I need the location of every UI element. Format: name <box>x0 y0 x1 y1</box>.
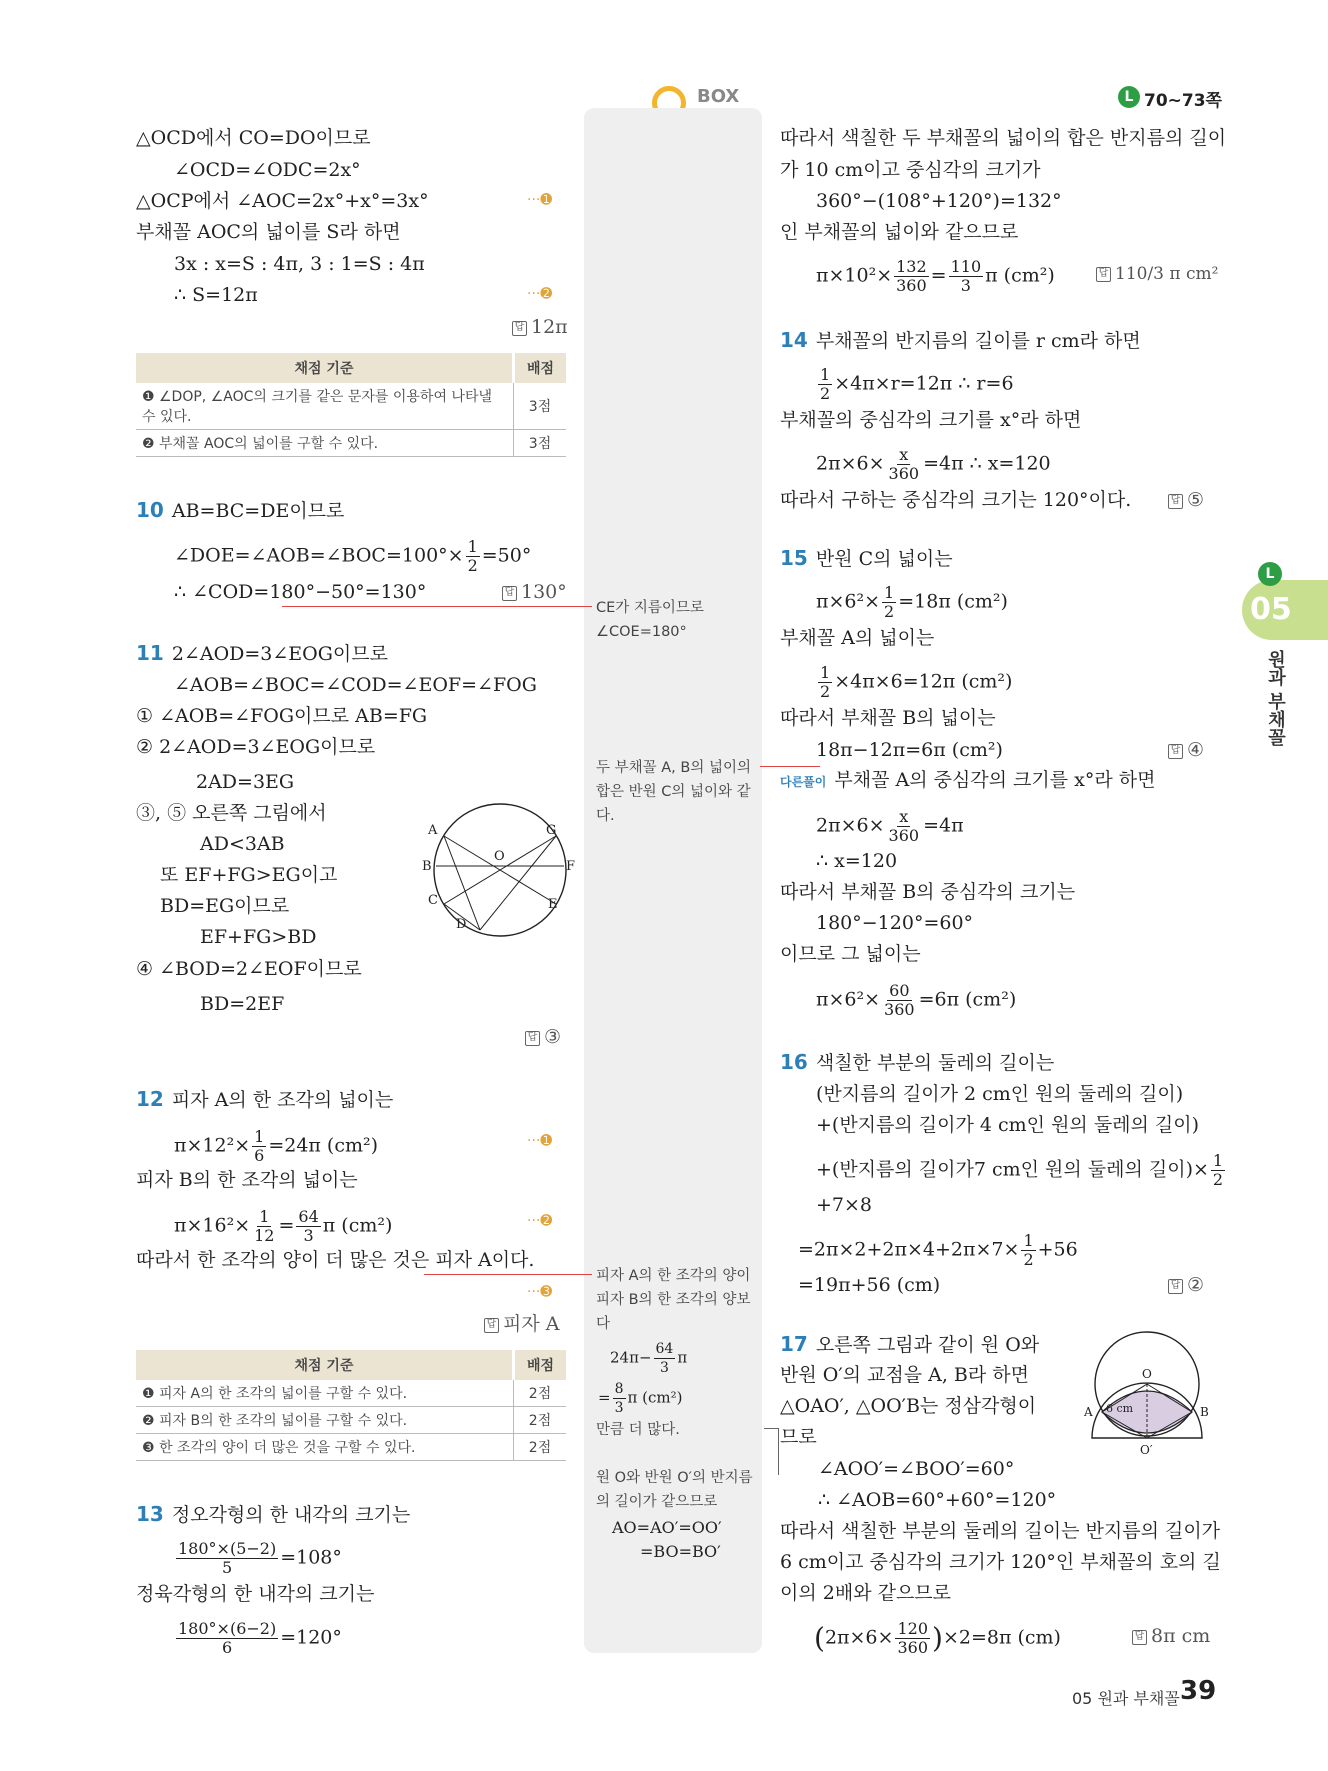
q17-line: 반원 O′의 교점을 A, B라 하면 <box>780 1364 1029 1386</box>
q12-line: 피자 B의 한 조각의 넓이는 <box>136 1169 358 1191</box>
q14-line: 따라서 구하는 중심각의 크기는 120°이다. <box>780 489 1132 511</box>
left-line: △OCP에서 ∠AOC=2x°+x°=3x° <box>136 190 429 212</box>
q11: 11 2∠AOD=3∠EOG이므로 <box>136 641 388 665</box>
q11-line: BD=2EF <box>200 993 285 1015</box>
step-marker-icon: ···➊ <box>527 192 553 208</box>
box-note: CE가 지름이므로 ∠COE=180° <box>596 600 704 640</box>
answer: 답 12π <box>512 315 568 339</box>
fig-label: B <box>1200 1405 1209 1419</box>
answer-mark-icon: 답 <box>502 586 517 601</box>
answer-mark-icon: 답 <box>1168 494 1183 509</box>
page-ref: 70~73쪽 <box>1144 91 1222 111</box>
q15-line: 18π−12π=6π (cm²) <box>816 739 1003 761</box>
q15-line: 따라서 부채꼴 B의 넓이는 <box>780 707 996 729</box>
q13-line: $\frac{180^\circ\times(6-2)}{6}$ =120° <box>178 1619 342 1657</box>
circle-figure <box>420 800 580 940</box>
q11-line: AD<3AB <box>200 833 285 855</box>
q11-line: ① ∠AOB=∠FOG이므로 AB=FG <box>136 705 428 727</box>
box-note: =BO=BO′ <box>640 1542 721 1561</box>
table-row: ❸ 한 조각의 양이 더 많은 것을 구할 수 있다. 2점 <box>136 1434 566 1461</box>
step-marker-icon: ···➌ <box>527 1284 553 1300</box>
q17: 17 오른쪽 그림과 같이 원 O와 <box>780 1332 1040 1356</box>
alt-line: 2π×6× $\frac{x}{360}$ =4π <box>816 807 964 845</box>
fig-label: F <box>566 859 576 874</box>
table-header: 채점 기준 <box>136 353 514 383</box>
alt-solution: 다른풀이 부채꼴 A의 중심각의 크기를 x°라 하면 <box>780 769 1156 791</box>
q11-line: 또 EF+FG>EG이고 <box>160 864 338 886</box>
answer-mark-icon: 답 <box>484 1318 499 1333</box>
box-note: 만큼 더 많다. <box>596 1422 680 1438</box>
q16-line: +7×8 <box>816 1194 873 1216</box>
q16-line: +(반지름의 길이가 4 cm인 원의 둘레의 길이) <box>816 1114 1200 1136</box>
answer: 답 ② <box>1168 1273 1204 1297</box>
answer: 답 110/3 π cm² <box>1096 262 1218 286</box>
q17-line: 6 cm이고 중심각의 크기가 120°인 부채꼴의 호의 길 <box>780 1551 1221 1573</box>
answer-mark-icon: 답 <box>1096 267 1111 282</box>
fig-label: G <box>546 823 557 838</box>
q11-line: ② 2∠AOD=3∠EOG이므로 <box>136 736 376 758</box>
q12-line: 따라서 한 조각의 양이 더 많은 것은 피자 A이다. <box>136 1249 535 1271</box>
q17-line: 이의 2배와 같으므로 <box>780 1582 951 1604</box>
q16: 16 색칠한 부분의 둘레의 길이는 <box>780 1050 1055 1074</box>
q16-line: =2π×2+2π×4+2π×7× $\frac{1}{2}$ +56 <box>798 1231 1078 1269</box>
alt-line: 이므로 그 넓이는 <box>780 943 921 965</box>
fig-label: C <box>428 893 438 908</box>
box-note: 원 O와 반원 O′의 반지름의 길이가 같으므로 <box>596 1470 753 1510</box>
answer: 답 130° <box>502 580 567 604</box>
q12-line: π×16²× $\frac{1}{12}$ = $\frac{64}{3}$ π (cm²) <box>174 1207 393 1245</box>
alt-tag: 다른풀이 <box>780 775 827 789</box>
table-header: 배점 <box>514 1350 567 1380</box>
q16-line: +(반지름의 길이가7 cm인 원의 둘레의 길이)× $\frac{1}{2}$ <box>816 1151 1224 1189</box>
q15-line: $\frac{1}{2}$ ×4π×6=12π (cm²) <box>820 663 1013 701</box>
box-expression: = $\frac{8}{3}$ π (cm²) <box>598 1381 683 1416</box>
answer-mark-icon: 답 <box>525 1031 540 1046</box>
box-note: 두 부채꼴 A, B의 넓이의 합은 반원 C의 넓이와 같다. <box>596 760 751 824</box>
fig-label: B <box>422 859 432 874</box>
q11-line: 2AD=3EG <box>196 771 295 793</box>
right-line: 가 10 cm이고 중심각의 크기가 <box>780 159 1041 181</box>
connector-line <box>764 1428 779 1475</box>
l-badge-text: L <box>1124 89 1134 105</box>
left-line: 3x : x=S : 4π, 3 : 1=S : 4π <box>174 253 425 275</box>
l-badge-icon <box>1118 86 1140 108</box>
q15: 15 반원 C의 넓이는 <box>780 546 953 570</box>
box-label: BOX <box>697 86 740 107</box>
table-header: 배점 <box>514 353 567 383</box>
q13-line: $\frac{180^\circ\times(5-2)}{5}$ =108° <box>178 1539 342 1577</box>
q15-line: 부채꼴 A의 넓이는 <box>780 627 935 649</box>
q15-line: π×6²× $\frac{1}{2}$ =18π (cm²) <box>816 583 1008 621</box>
q17-line: ∠AOO′=∠BOO′=60° <box>818 1458 1015 1480</box>
answer: 답 8π cm <box>1132 1624 1210 1648</box>
q11-line: EF+FG>BD <box>200 926 317 948</box>
answer: 답 피자 A <box>484 1312 559 1336</box>
box-note: AO=AO′=OO′ <box>612 1518 722 1537</box>
fig-label: 6 cm <box>1106 1402 1134 1415</box>
answer-mark-icon: 답 <box>512 321 527 336</box>
table-row: ❷ 피자 B의 한 조각의 넓이를 구할 수 있다. 2점 <box>136 1407 566 1434</box>
right-line: 인 부채꼴의 넓이와 같으므로 <box>780 221 1019 243</box>
q10: 10 AB=BC=DE이므로 <box>136 498 345 522</box>
fig-label: O <box>494 849 505 864</box>
q14: 14 부채꼴의 반지름의 길이를 r cm라 하면 <box>780 328 1141 352</box>
footer-chapter: 05 원과 부채꼴 <box>1072 1689 1180 1708</box>
q17-line: 따라서 색칠한 부분의 둘레의 길이는 반지름의 길이가 <box>780 1520 1221 1542</box>
q16-line: (반지름의 길이가 2 cm인 원의 둘레의 길이) <box>816 1083 1184 1105</box>
right-line: 360°−(108°+120°)=132° <box>816 190 1062 212</box>
table-row: ❶ ∠DOP, ∠AOC의 크기를 같은 문자를 이용하여 나타낼 수 있다. 3점 <box>136 383 566 430</box>
alt-line: ∴ x=120 <box>816 850 898 872</box>
left-line: ∴ S=12π <box>174 284 258 306</box>
step-marker-icon: ···➊ <box>527 1133 553 1149</box>
right-line: π×10²× $\frac{132}{360}$ = $\frac{110}{3}$ π (cm²) <box>816 257 1055 295</box>
fig-label: A <box>1084 1405 1093 1419</box>
table-header: 채점 기준 <box>136 1350 514 1380</box>
right-line: 따라서 색칠한 두 부채꼴의 넓이의 합은 반지름의 길이 <box>780 127 1227 149</box>
connector-line <box>760 766 820 767</box>
connector-line <box>282 606 592 607</box>
q17-line: ∴ ∠AOB=60°+60°=120° <box>818 1489 1057 1511</box>
q14-line: $\frac{1}{2}$ ×4π×r=12π ∴ r=6 <box>820 365 1014 403</box>
fig-label: O <box>1142 1367 1152 1381</box>
answer: 답 ③ <box>525 1025 561 1049</box>
chapter-number: 05 <box>1250 592 1292 627</box>
box-note: 피자 A의 한 조각의 양이 피자 B의 한 조각의 양보다 <box>596 1268 751 1332</box>
alt-line: 따라서 부채꼴 B의 중심각의 크기는 <box>780 881 1076 903</box>
table-row: ❷ 부채꼴 AOC의 넓이를 구할 수 있다. 3점 <box>136 430 566 457</box>
q12-line: π×12²× $\frac{1}{6}$ =24π (cm²) <box>174 1127 379 1165</box>
q13: 13 정오각형의 한 내각의 크기는 <box>136 1502 411 1526</box>
step-marker-icon: ···➋ <box>527 1213 553 1229</box>
answer: 답 ④ <box>1168 738 1204 762</box>
q13-line: 정육각형의 한 내각의 크기는 <box>136 1583 375 1605</box>
left-line: △OCD에서 CO=DO이므로 <box>136 127 371 149</box>
scoring-table <box>136 353 566 457</box>
semicircle-figure <box>1082 1330 1212 1460</box>
q14-line: 2π×6× $\frac{x}{360}$ =4π ∴ x=120 <box>816 445 1051 483</box>
connector-line <box>424 1274 592 1275</box>
q10-line: ∴ ∠COD=180°−50°=130° <box>174 581 427 603</box>
answer-mark-icon: 답 <box>1168 744 1183 759</box>
q11-line: BD=EG이므로 <box>160 895 290 917</box>
fig-label: A <box>428 823 438 838</box>
step-marker-icon: ···➋ <box>527 286 553 302</box>
left-line: ∠OCD=∠ODC=2x° <box>174 159 361 181</box>
answer-mark-icon: 답 <box>1168 1279 1183 1294</box>
q17-line: (2π×6× $\frac{120}{360}$ )×2=8π (cm) <box>814 1619 1061 1657</box>
q11-line: ④ ∠BOD=2∠EOF이므로 <box>136 958 362 980</box>
q12: 12 피자 A의 한 조각의 넓이는 <box>136 1087 394 1111</box>
q17-line: △OAO′, △OO′B는 정삼각형이 <box>780 1395 1037 1417</box>
alt-line: 180°−120°=60° <box>816 912 974 934</box>
q17-line: 므로 <box>780 1426 817 1448</box>
q10-line: ∠DOE=∠AOB=∠BOC=100°× $\frac{1}{2}$ =50° <box>174 537 532 575</box>
q11-line: ∠AOB=∠BOC=∠COD=∠EOF=∠FOG <box>174 674 537 696</box>
q14-line: 부채꼴의 중심각의 크기를 x°라 하면 <box>780 409 1082 431</box>
box-expression: 24π− $\frac{64}{3}$ π <box>610 1341 688 1376</box>
fig-label: O′ <box>1140 1443 1153 1457</box>
table-row: ❶ 피자 A의 한 조각의 넓이를 구할 수 있다. 2점 <box>136 1380 566 1407</box>
scoring-table <box>136 1350 566 1461</box>
left-line: 부채꼴 AOC의 넓이를 S라 하면 <box>136 221 401 243</box>
side-l-badge <box>1258 562 1282 586</box>
q16-line: =19π+56 (cm) <box>798 1274 941 1296</box>
answer: 답 ⑤ <box>1168 488 1204 512</box>
chapter-title-vertical: 원과 부채꼴 <box>1265 650 1286 747</box>
q11-line: ③, ⑤ 오른쪽 그림에서 <box>136 802 327 824</box>
fig-label: D <box>456 917 467 932</box>
side-badge-text: L <box>1265 566 1275 582</box>
alt-line: π×6²× $\frac{60}{360}$ =6π (cm²) <box>816 981 1017 1019</box>
page-number: 39 <box>1180 1676 1217 1706</box>
fig-label: E <box>548 897 558 912</box>
answer-mark-icon: 답 <box>1132 1630 1147 1645</box>
